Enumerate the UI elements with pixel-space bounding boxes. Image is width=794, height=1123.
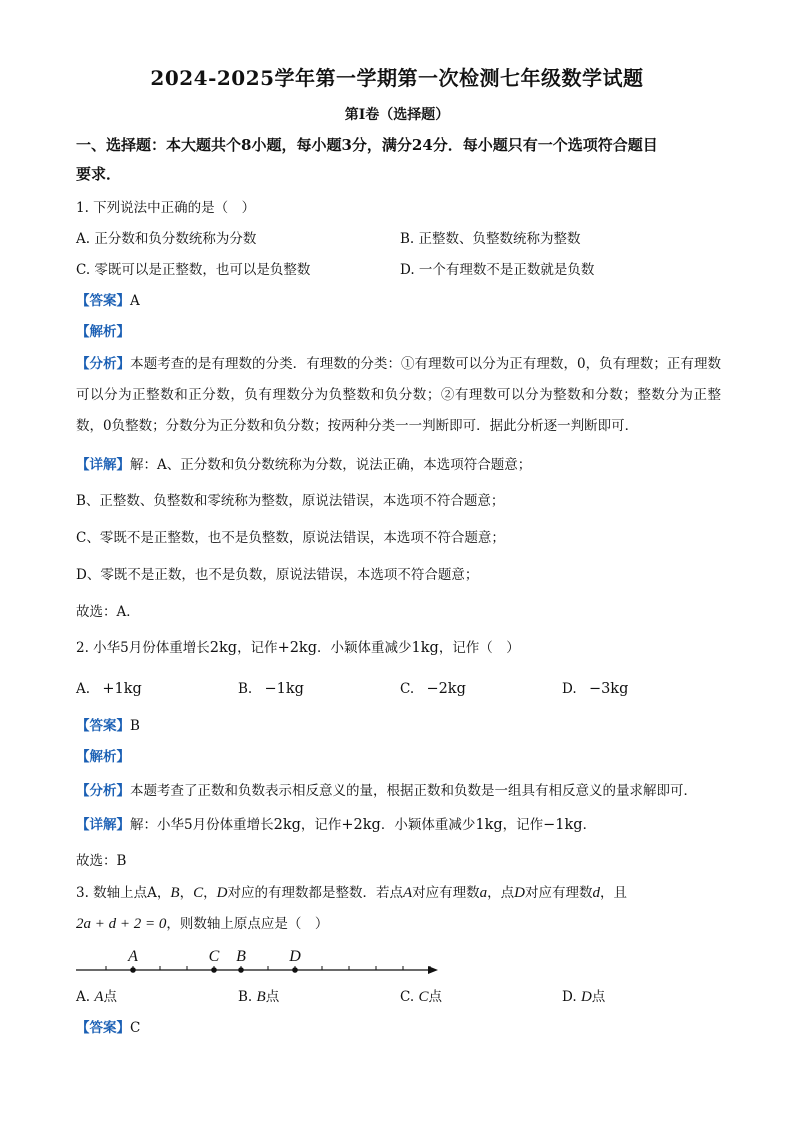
option-letter: C. (400, 681, 415, 697)
option-text: 点 (428, 989, 442, 1005)
q2-stem-text: ，记作（ ） (438, 640, 520, 656)
number-line-point (238, 967, 244, 973)
q1-analysis-heading (76, 322, 130, 342)
q2-detail (76, 815, 596, 835)
detail-value: 1kg (475, 817, 503, 833)
option-var: B (256, 989, 266, 1005)
option-value: −1kg (264, 681, 304, 697)
analysis-tag: 【解析】 (76, 749, 130, 765)
q2-analysis-heading (76, 747, 130, 767)
option-letter: D. (562, 989, 577, 1005)
option-var: C (418, 989, 429, 1005)
q3-stem-var: B (170, 885, 180, 901)
q3-stem-var: D (514, 885, 525, 901)
number-line-point (130, 967, 136, 973)
q3-equation: 2a + d + 2 = 0 (76, 916, 167, 932)
q3-stem-text: ， (203, 885, 217, 901)
answer-value: B (130, 718, 140, 734)
section-heading-line2: 要求． (76, 165, 122, 183)
q3-stem-var: A (402, 885, 413, 901)
q1-detail-4: D、零既不是正数，也不是负数，原说法错误，本选项不符合题意； (76, 567, 479, 583)
q2-stem-text: 2. 小华5月份体重增长 (76, 640, 210, 656)
q2-stem-value: 2kg (209, 640, 238, 656)
q3-stem-var: C (193, 885, 204, 901)
option-letter: D. (562, 681, 577, 697)
option-var: D (580, 989, 592, 1005)
answer-tag: 【答案】 (76, 718, 130, 734)
q1-detail-2: B、正整数、负整数和零统称为整数，原说法错误，本选项不符合题意； (76, 493, 505, 509)
fenxi-tag: 【分析】 (76, 783, 130, 799)
fenxi-text: 本题考查了正数和负数表示相反意义的量，根据正数和负数是一组具有相反意义的量求解即可． (130, 783, 697, 799)
number-line-point (292, 967, 298, 973)
number-line-label: B (236, 948, 246, 965)
option-letter: A. (76, 989, 91, 1005)
detail-text: ，记作 (300, 817, 342, 833)
number-line-diagram (76, 942, 446, 982)
q3-answer (76, 1018, 140, 1038)
q1-fenxi (76, 349, 721, 442)
option-value: −2kg (426, 681, 466, 697)
answer-tag: 【答案】 (76, 1020, 130, 1036)
q2-stem-text: ，记作 (237, 640, 278, 656)
option-var: A (94, 989, 104, 1005)
option-value: −3kg (588, 681, 629, 697)
page-title: 2024-2025学年第一学期第一次检测七年级数学试题 (150, 66, 644, 90)
q1-option-c: C. 零既可以是正整数，也可以是负整数 (76, 262, 311, 278)
page-subtitle: 第I卷（选择题） (344, 107, 450, 123)
q3-option-a (76, 987, 117, 1007)
q3-stem-line2 (76, 914, 328, 934)
number-line-label: A (128, 948, 138, 965)
q3-stem-text: 对应有理数 (412, 885, 480, 901)
detail-value: +2kg (341, 817, 381, 833)
q3-stem-text: 3. 数轴上点A， (76, 885, 171, 901)
q2-option-a (76, 679, 142, 699)
number-line-label: D (289, 948, 301, 965)
number-line-points (127, 948, 301, 973)
answer-value: C (130, 1020, 141, 1036)
option-value: +1kg (102, 681, 142, 697)
detail-text: 解：小华5月份体重增长 (130, 817, 274, 833)
number-line-label: C (208, 948, 220, 965)
q2-conclusion: 故选：B (76, 853, 127, 869)
option-letter: B. (238, 989, 253, 1005)
detail-text: ，记作 (502, 817, 544, 833)
q2-stem-text: ．小颖体重减少 (317, 640, 412, 656)
q3-stem-text: ， (179, 885, 194, 901)
q2-answer (76, 716, 140, 736)
detail-value: 2kg (273, 817, 301, 833)
q3-stem-text: 对应的有理数都是整数．若点 (227, 885, 403, 901)
answer-tag: 【答案】 (76, 293, 130, 309)
detail-value: −1kg (543, 817, 583, 833)
option-letter: C. (400, 989, 415, 1005)
option-text: 点 (103, 989, 118, 1005)
q3-stem-var: d (592, 885, 600, 901)
q2-stem-value: +2kg (277, 640, 318, 656)
q3-stem-text: ，则数轴上原点应是（ ） (166, 916, 329, 932)
q3-stem-text: 对应有理数 (524, 885, 593, 901)
detail-text: ． (582, 817, 597, 833)
option-letter: B. (238, 681, 253, 697)
detail-text: 解：A、正分数和负分数统称为分数，说法正确，本选项符合题意； (130, 457, 532, 473)
q1-conclusion: 故选：A． (76, 604, 140, 620)
q2-fenxi (76, 781, 697, 801)
analysis-tag: 【解析】 (76, 324, 130, 340)
q3-stem-var: a (479, 885, 488, 901)
q1-detail-1 (76, 455, 531, 475)
q3-option-b (238, 987, 279, 1007)
xiangjie-tag: 【详解】 (76, 457, 130, 473)
q2-stem-value: 1kg (411, 640, 439, 656)
q2-option-d (562, 679, 628, 699)
q2-option-b (238, 679, 304, 699)
xiangjie-tag: 【详解】 (76, 817, 130, 833)
q3-stem-var: D (216, 885, 228, 901)
q1-answer (76, 291, 140, 311)
q3-option-d (562, 987, 605, 1007)
q1-stem: 1. 下列说法中正确的是（ ） (76, 200, 256, 216)
q2-option-c (400, 679, 466, 699)
q3-option-c (400, 987, 442, 1007)
fenxi-tag: 【分析】 (76, 356, 131, 372)
number-line-point (211, 967, 217, 973)
section-heading (76, 131, 726, 189)
q1-option-b: B. 正整数、负整数统称为整数 (400, 231, 581, 247)
q1-detail-3: C、零既不是正整数，也不是负整数，原说法错误，本选项不符合题意； (76, 530, 505, 546)
q3-stem-line1 (76, 883, 627, 903)
option-letter: A. (76, 681, 91, 697)
option-text: 点 (591, 989, 606, 1005)
q2-stem (76, 638, 520, 658)
detail-text: ．小颖体重减少 (380, 817, 476, 833)
q1-option-a: A. 正分数和负分数统称为分数 (76, 231, 257, 247)
answer-value: A (130, 293, 140, 309)
q3-stem-text: ，且 (599, 885, 627, 901)
fenxi-text: 本题考查的是有理数的分类．有理数的分类：①有理数可以分为正有理数，0，负有理数；正有理数可以分为正整数和正分数，负有理数分为负整数和负分数；②有理数可以分为整数和分数；整数分为正整数，0负整数；分数分为正分数和负分数；按两种分类一一判断即可．据此分析逐一判断即可． (76, 356, 722, 434)
q3-stem-text: ，点 (487, 885, 515, 901)
q1-option-d: D. 一个有理数不是正数就是负数 (400, 262, 595, 278)
option-text: 点 (265, 989, 280, 1005)
section-heading-line1: 一、选择题：本大题共个8小题，每小题3分，满分24分．每小题只有一个选项符合题目 (76, 136, 658, 154)
